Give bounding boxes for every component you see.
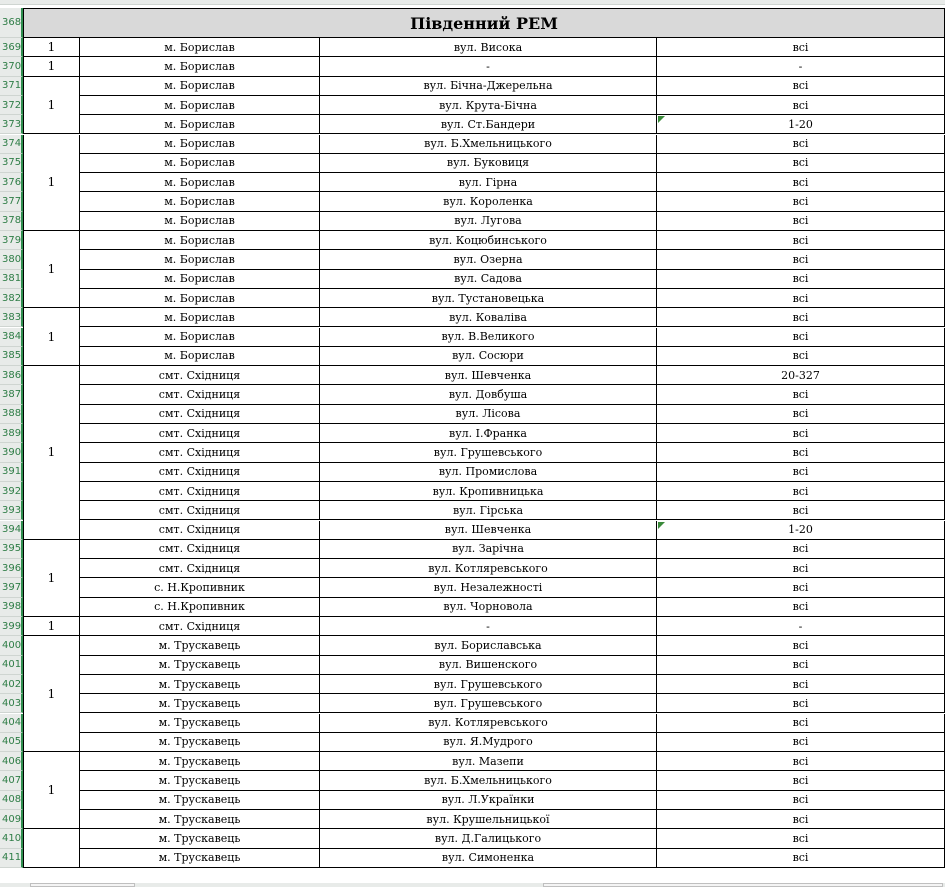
houses-cell[interactable]: - bbox=[657, 57, 945, 76]
city-cell[interactable]: смт. Східниця bbox=[80, 463, 320, 482]
street-cell[interactable]: вул. Чорновола bbox=[320, 598, 657, 617]
row-header[interactable]: 383 bbox=[0, 308, 23, 327]
street-cell[interactable]: вул. Садова bbox=[320, 270, 657, 289]
group-count-cell[interactable]: 1 bbox=[23, 77, 80, 135]
horizontal-scrollbar[interactable] bbox=[543, 883, 943, 887]
row-header[interactable]: 385 bbox=[0, 347, 23, 366]
row-header[interactable]: 393 bbox=[0, 501, 23, 520]
city-cell[interactable]: м. Трускавець bbox=[80, 656, 320, 675]
street-cell[interactable]: вул. Гірна bbox=[320, 173, 657, 192]
street-cell[interactable]: вул. Ст.Бандери bbox=[320, 115, 657, 134]
houses-cell[interactable]: 20-327 bbox=[657, 366, 945, 385]
row-header[interactable]: 392 bbox=[0, 482, 23, 501]
city-cell[interactable]: м. Трускавець bbox=[80, 791, 320, 810]
street-cell[interactable]: вул. Сосюри bbox=[320, 347, 657, 366]
cell-error-flag-icon bbox=[658, 522, 665, 529]
row-header[interactable]: 395 bbox=[0, 540, 23, 559]
street-cell[interactable]: вул. Коцюбинського bbox=[320, 231, 657, 250]
houses-cell[interactable]: всі bbox=[657, 231, 945, 250]
street-cell[interactable]: вул. Лісова bbox=[320, 405, 657, 424]
city-cell[interactable]: м. Борислав bbox=[80, 77, 320, 96]
row-header[interactable]: 372 bbox=[0, 96, 23, 115]
houses-cell[interactable]: всі bbox=[657, 424, 945, 443]
houses-cell[interactable]: всі bbox=[657, 328, 945, 347]
city-cell[interactable]: м. Трускавець bbox=[80, 810, 320, 829]
group-count-cell[interactable]: 1 bbox=[23, 366, 80, 540]
city-cell[interactable]: м. Борислав bbox=[80, 57, 320, 76]
row-header[interactable]: 408 bbox=[0, 791, 23, 810]
row-header[interactable]: 398 bbox=[0, 598, 23, 617]
row-header[interactable]: 370 bbox=[0, 57, 23, 76]
row-header[interactable]: 379 bbox=[0, 231, 23, 250]
city-cell[interactable]: м. Борислав bbox=[80, 231, 320, 250]
street-cell[interactable]: вул. Котляревського bbox=[320, 559, 657, 578]
city-cell[interactable]: м. Трускавець bbox=[80, 675, 320, 694]
houses-cell[interactable]: всі bbox=[657, 173, 945, 192]
row-header[interactable]: 411 bbox=[0, 849, 23, 868]
street-cell[interactable]: вул. Б.Хмельницького bbox=[320, 135, 657, 154]
houses-cell[interactable]: всі bbox=[657, 192, 945, 211]
row-header[interactable]: 390 bbox=[0, 443, 23, 462]
street-cell[interactable]: вул. Я.Мудрого bbox=[320, 733, 657, 752]
street-cell[interactable]: вул. Б.Хмельницького bbox=[320, 771, 657, 790]
street-cell[interactable]: вул. Крушельницької bbox=[320, 810, 657, 829]
street-cell[interactable]: вул. Короленка bbox=[320, 192, 657, 211]
houses-cell[interactable]: всі bbox=[657, 405, 945, 424]
houses-cell[interactable]: всі bbox=[657, 501, 945, 520]
row-header[interactable]: 399 bbox=[0, 617, 23, 636]
houses-cell[interactable]: всі bbox=[657, 636, 945, 655]
houses-cell[interactable]: всі bbox=[657, 849, 945, 868]
row-header[interactable]: 375 bbox=[0, 154, 23, 173]
street-cell[interactable]: вул. І.Франка bbox=[320, 424, 657, 443]
houses-cell[interactable]: всі bbox=[657, 771, 945, 790]
row-header[interactable]: 368 bbox=[0, 8, 23, 38]
houses-cell[interactable]: всі bbox=[657, 212, 945, 231]
row-header[interactable]: 389 bbox=[0, 424, 23, 443]
city-cell[interactable]: смт. Східниця bbox=[80, 540, 320, 559]
street-cell[interactable]: вул. Незалежності bbox=[320, 578, 657, 597]
city-cell[interactable]: м. Борислав bbox=[80, 328, 320, 347]
row-header[interactable]: 396 bbox=[0, 559, 23, 578]
section-title-cell[interactable]: Південний РЕМ bbox=[23, 8, 945, 38]
city-cell[interactable]: м. Трускавець bbox=[80, 752, 320, 771]
houses-cell[interactable]: всі bbox=[657, 733, 945, 752]
row-header[interactable]: 374 bbox=[0, 135, 23, 154]
row-header[interactable]: 369 bbox=[0, 38, 23, 57]
street-cell[interactable]: вул. Вишенского bbox=[320, 656, 657, 675]
city-cell[interactable]: смт. Східниця bbox=[80, 443, 320, 462]
houses-cell[interactable]: всі bbox=[657, 714, 945, 733]
group-count-cell[interactable] bbox=[23, 829, 80, 868]
row-header[interactable]: 387 bbox=[0, 385, 23, 404]
row-header[interactable]: 407 bbox=[0, 771, 23, 790]
row-header[interactable]: 384 bbox=[0, 328, 23, 347]
city-cell[interactable]: м. Трускавець bbox=[80, 694, 320, 713]
group-count-cell[interactable]: 1 bbox=[23, 231, 80, 308]
street-cell[interactable]: вул. Кропивницька bbox=[320, 482, 657, 501]
street-cell[interactable]: вул. Гірська bbox=[320, 501, 657, 520]
houses-cell[interactable]: всі bbox=[657, 77, 945, 96]
street-cell[interactable]: вул. Коваліва bbox=[320, 308, 657, 327]
row-header[interactable]: 409 bbox=[0, 810, 23, 829]
street-cell[interactable]: вул. Симоненка bbox=[320, 849, 657, 868]
row-header[interactable]: 397 bbox=[0, 578, 23, 597]
city-cell[interactable]: м. Борислав bbox=[80, 212, 320, 231]
row-header[interactable]: 377 bbox=[0, 192, 23, 211]
city-cell[interactable]: м. Трускавець bbox=[80, 636, 320, 655]
houses-cell[interactable]: всі bbox=[657, 559, 945, 578]
city-cell[interactable]: м. Борислав bbox=[80, 173, 320, 192]
row-header[interactable]: 401 bbox=[0, 656, 23, 675]
row-header[interactable]: 388 bbox=[0, 405, 23, 424]
row-header[interactable]: 400 bbox=[0, 636, 23, 655]
row-header[interactable]: 382 bbox=[0, 289, 23, 308]
city-cell[interactable]: м. Борислав bbox=[80, 115, 320, 134]
group-count-cell[interactable]: 1 bbox=[23, 57, 80, 76]
street-cell[interactable]: вул. Крута-Бічна bbox=[320, 96, 657, 115]
row-header[interactable]: 380 bbox=[0, 250, 23, 269]
column-header-strip bbox=[0, 0, 945, 5]
city-cell[interactable]: смт. Східниця bbox=[80, 385, 320, 404]
group-count-cell[interactable]: 1 bbox=[23, 617, 80, 636]
street-cell[interactable]: вул. Лугова bbox=[320, 212, 657, 231]
street-cell[interactable]: вул. Зарічна bbox=[320, 540, 657, 559]
city-cell[interactable]: м. Трускавець bbox=[80, 829, 320, 848]
street-cell[interactable]: вул. Бориславська bbox=[320, 636, 657, 655]
houses-cell[interactable]: всі bbox=[657, 135, 945, 154]
city-cell[interactable]: смт. Східниця bbox=[80, 617, 320, 636]
sheet-tab-scroller[interactable] bbox=[30, 883, 135, 887]
city-cell[interactable]: смт. Східниця bbox=[80, 501, 320, 520]
row-header[interactable]: 394 bbox=[0, 521, 23, 540]
street-cell[interactable]: вул. Висока bbox=[320, 38, 657, 57]
group-count-cell[interactable]: 1 bbox=[23, 38, 80, 57]
row-header[interactable]: 402 bbox=[0, 675, 23, 694]
street-cell[interactable]: вул. Грушевського bbox=[320, 443, 657, 462]
houses-cell[interactable]: всі bbox=[657, 482, 945, 501]
street-cell[interactable]: вул. В.Великого bbox=[320, 328, 657, 347]
city-cell[interactable]: м. Борислав bbox=[80, 347, 320, 366]
houses-cell[interactable]: всі bbox=[657, 250, 945, 269]
city-cell[interactable]: м. Борислав bbox=[80, 270, 320, 289]
street-cell[interactable]: вул. Д.Галицького bbox=[320, 829, 657, 848]
row-header[interactable]: 381 bbox=[0, 270, 23, 289]
row-header[interactable]: 406 bbox=[0, 752, 23, 771]
city-cell[interactable]: м. Трускавець bbox=[80, 733, 320, 752]
houses-cell[interactable]: всі bbox=[657, 656, 945, 675]
street-cell[interactable]: - bbox=[320, 57, 657, 76]
row-header[interactable]: 405 bbox=[0, 733, 23, 752]
houses-cell[interactable]: всі bbox=[657, 308, 945, 327]
city-cell[interactable]: м. Трускавець bbox=[80, 771, 320, 790]
houses-cell[interactable]: 1-20 bbox=[657, 521, 945, 540]
group-count-cell[interactable]: 1 bbox=[23, 135, 80, 232]
row-header[interactable]: 410 bbox=[0, 829, 23, 848]
city-cell[interactable]: с. Н.Кропивник bbox=[80, 598, 320, 617]
city-cell[interactable]: смт. Східниця bbox=[80, 521, 320, 540]
group-count-cell[interactable]: 1 bbox=[23, 752, 80, 829]
street-cell[interactable]: вул. Тустановецька bbox=[320, 289, 657, 308]
row-header[interactable]: 386 bbox=[0, 366, 23, 385]
houses-cell[interactable]: всі bbox=[657, 289, 945, 308]
city-cell[interactable]: смт. Східниця bbox=[80, 366, 320, 385]
city-cell[interactable]: м. Борислав bbox=[80, 38, 320, 57]
row-header[interactable]: 403 bbox=[0, 694, 23, 713]
street-cell[interactable]: вул. Л.Українки bbox=[320, 791, 657, 810]
houses-cell[interactable]: всі bbox=[657, 829, 945, 848]
street-cell[interactable]: вул. Грушевського bbox=[320, 694, 657, 713]
group-count-cell[interactable]: 1 bbox=[23, 636, 80, 752]
street-cell[interactable]: вул. Промислова bbox=[320, 463, 657, 482]
city-cell[interactable]: м. Трускавець bbox=[80, 714, 320, 733]
houses-cell[interactable]: всі bbox=[657, 96, 945, 115]
city-cell[interactable]: м. Борислав bbox=[80, 96, 320, 115]
city-cell[interactable]: с. Н.Кропивник bbox=[80, 578, 320, 597]
houses-cell[interactable]: всі bbox=[657, 578, 945, 597]
street-cell[interactable]: вул. Грушевського bbox=[320, 675, 657, 694]
houses-cell[interactable]: всі bbox=[657, 385, 945, 404]
row-header[interactable]: 373 bbox=[0, 115, 23, 134]
row-header[interactable]: 404 bbox=[0, 714, 23, 733]
street-cell[interactable]: вул. Мазепи bbox=[320, 752, 657, 771]
city-cell[interactable]: м. Борислав bbox=[80, 154, 320, 173]
houses-cell[interactable]: - bbox=[657, 617, 945, 636]
street-cell[interactable]: вул. Бічна-Джерельна bbox=[320, 77, 657, 96]
street-cell[interactable]: - bbox=[320, 617, 657, 636]
group-count-cell[interactable]: 1 bbox=[23, 308, 80, 366]
street-cell[interactable]: вул. Озерна bbox=[320, 250, 657, 269]
city-cell[interactable]: смт. Східниця bbox=[80, 482, 320, 501]
street-cell[interactable]: вул. Довбуша bbox=[320, 385, 657, 404]
houses-cell[interactable]: всі bbox=[657, 270, 945, 289]
city-cell[interactable]: м. Борислав bbox=[80, 192, 320, 211]
city-cell[interactable]: м. Борислав bbox=[80, 289, 320, 308]
street-cell[interactable]: вул. Шевченка bbox=[320, 521, 657, 540]
street-cell[interactable]: вул. Буковиця bbox=[320, 154, 657, 173]
group-count-cell[interactable]: 1 bbox=[23, 540, 80, 617]
row-header[interactable]: 378 bbox=[0, 212, 23, 231]
houses-cell[interactable]: всі bbox=[657, 694, 945, 713]
houses-cell[interactable]: всі bbox=[657, 540, 945, 559]
houses-cell[interactable]: всі bbox=[657, 675, 945, 694]
street-cell[interactable]: вул. Шевченка bbox=[320, 366, 657, 385]
houses-cell[interactable]: всі bbox=[657, 154, 945, 173]
houses-cell[interactable]: всі bbox=[657, 443, 945, 462]
houses-cell[interactable]: всі bbox=[657, 752, 945, 771]
cell-error-flag-icon bbox=[658, 116, 665, 123]
city-cell[interactable]: м. Борислав bbox=[80, 308, 320, 327]
city-cell[interactable]: м. Трускавець bbox=[80, 849, 320, 868]
city-cell[interactable]: м. Борислав bbox=[80, 250, 320, 269]
city-cell[interactable]: смт. Східниця bbox=[80, 405, 320, 424]
city-cell[interactable]: смт. Східниця bbox=[80, 424, 320, 443]
row-header[interactable]: 391 bbox=[0, 463, 23, 482]
houses-cell[interactable]: всі bbox=[657, 791, 945, 810]
houses-cell[interactable]: всі bbox=[657, 38, 945, 57]
houses-cell[interactable]: 1-20 bbox=[657, 115, 945, 134]
row-header[interactable]: 376 bbox=[0, 173, 23, 192]
street-cell[interactable]: вул. Котляревського bbox=[320, 714, 657, 733]
houses-cell[interactable]: всі bbox=[657, 347, 945, 366]
houses-cell[interactable]: всі bbox=[657, 463, 945, 482]
houses-cell[interactable]: всі bbox=[657, 598, 945, 617]
city-cell[interactable]: смт. Східниця bbox=[80, 559, 320, 578]
city-cell[interactable]: м. Борислав bbox=[80, 135, 320, 154]
houses-cell[interactable]: всі bbox=[657, 810, 945, 829]
row-header[interactable]: 371 bbox=[0, 77, 23, 96]
